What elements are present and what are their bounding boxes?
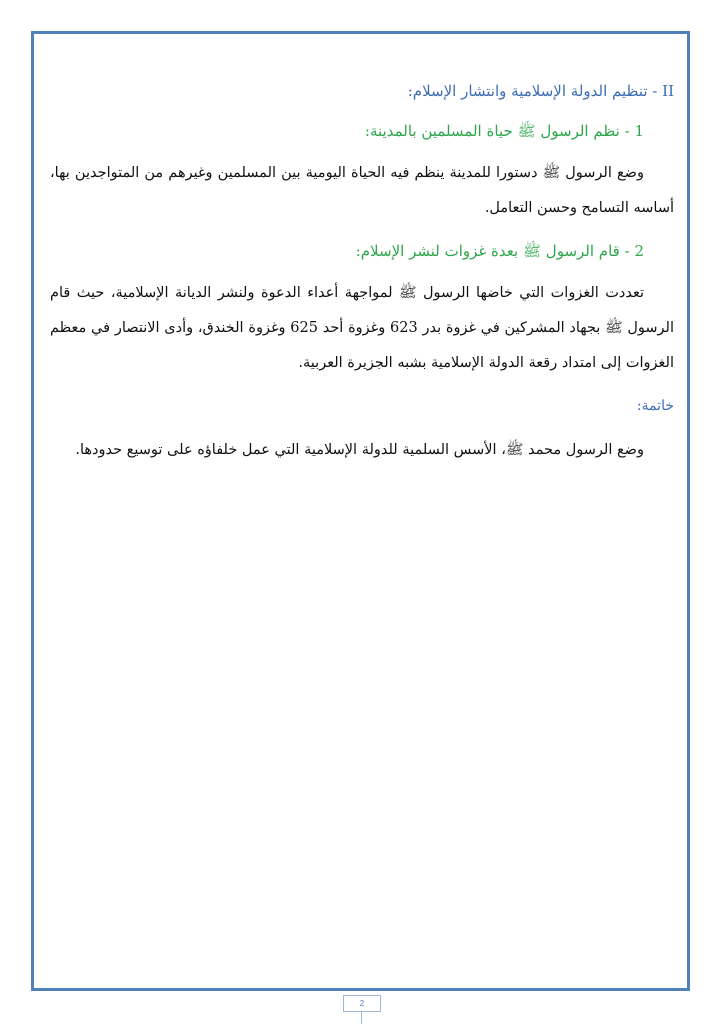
subsection-2-heading: 2 - قام الرسول ﷺ بعدة غزوات لنشر الإسلام: [355,242,644,260]
subsection-1-heading: 1 - نظم الرسول ﷺ حياة المسلمين بالمدينة: [364,122,644,140]
page-number-divider [361,1012,362,1024]
conclusion-heading: خاتمة: [636,398,674,414]
section-heading: II - تنظيم الدولة الإسلامية وانتشار الإسلام: [407,82,674,100]
subsection-2-paragraph: تعددت الغزوات التي خاضها الرسول ﷺ لمواجهة أعداء الدعوة ولنشر الديانة الإسلامية، حيث قام الرسول ﷺ بجهاد المشركين في غزوة بدر 623 وغزوة أحد 625 وغزوة الخندق، وأدى الانتصار في معظم الغزوات إلى امتداد رقعة الدولة الإسلامية بشبه الجزيرة العربية. [50,285,674,371]
page-number: 2 [343,995,381,1012]
subsection-1-paragraph: وضع الرسول ﷺ دستورا للمدينة ينظم فيه الحياة اليومية بين المسلمين وغيرهم من المتواجدين بها، أساسه التسامح وحسن التعامل. [50,165,674,216]
conclusion-paragraph: وضع الرسول محمد ﷺ، الأسس السلمية للدولة الإسلامية التي عمل خلفاؤه على توسيع حدودها. [75,442,644,458]
document-body [50,78,674,480]
